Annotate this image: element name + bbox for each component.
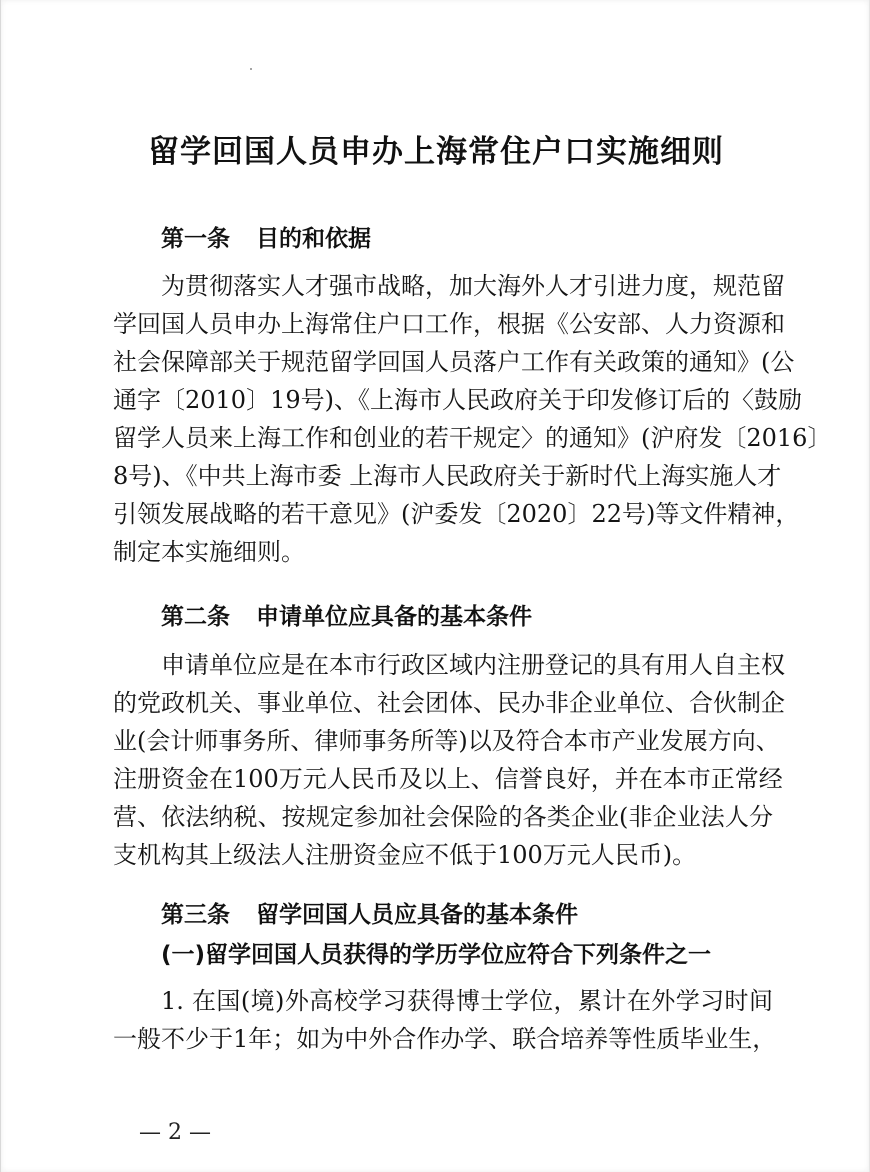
article-2-label: 第二条 [161,604,230,630]
article-3-line: 1. 在国(境)外高校学习获得博士学位，累计在外学习时间 [161,987,773,1015]
document-title: 留学回国人员申办上海常住户口实施细则 [148,134,724,170]
page-number: — 2 — [139,1120,211,1145]
article-3-line: 一般不少于1年；如为中外合作办学、联合培养等性质毕业生， [113,1025,777,1053]
article-2-title: 申请单位应具备的基本条件 [256,604,532,630]
article-1-line: 引领发展战略的若干意见》(沪委发〔2020〕22号)等文件精神， [113,500,800,528]
article-3-heading [161,898,578,932]
article-2-heading [161,600,532,634]
article-1-title: 目的和依据 [256,226,371,252]
article-1-line: 社会保障部关于规范留学回国人员落户工作有关政策的通知》(公 [113,348,795,376]
article-2-line: 的党政机关、事业单位、社会团体、民办非企业单位、合伙制企 [113,689,785,717]
article-3-label: 第三条 [161,902,230,928]
article-2-line: 业(会计师事务所、律师事务所等)以及符合本市产业发展方向、 [113,727,780,755]
article-3-subheading: (一)留学回国人员获得的学历学位应符合下列条件之一 [161,942,712,968]
article-1-line: 学回国人员申办上海常住户口工作，根据《公安部、人力资源和 [113,310,785,338]
article-3-title: 留学回国人员应具备的基本条件 [256,902,578,928]
article-1-heading [161,222,371,256]
article-1-line: 通字〔2010〕19号)、《上海市人民政府关于印发修订后的〈鼓励 [113,386,802,414]
article-1-line: 8号)、《中共上海市委 上海市人民政府关于新时代上海实施人才 [113,462,782,490]
article-2-line: 支机构其上级法人注册资金应不低于100万元人民币)。 [113,841,697,869]
article-1-line: 制定本实施细则。 [113,538,305,566]
scan-speck [250,68,252,70]
article-1-label: 第一条 [161,226,230,252]
article-2-line: 申请单位应是在本市行政区域内注册登记的具有用人自主权 [161,651,785,679]
article-1-line: 留学人员来上海工作和创业的若干规定〉的通知》(沪府发〔2016〕 [113,424,832,452]
article-2-line: 营、依法纳税、按规定参加社会保险的各类企业(非企业法人分 [113,803,773,831]
article-2-line: 注册资金在100万元人民币及以上、信誉良好，并在本市正常经 [113,765,783,793]
article-1-line: 为贯彻落实人才强市战略，加大海外人才引进力度，规范留 [161,272,785,300]
